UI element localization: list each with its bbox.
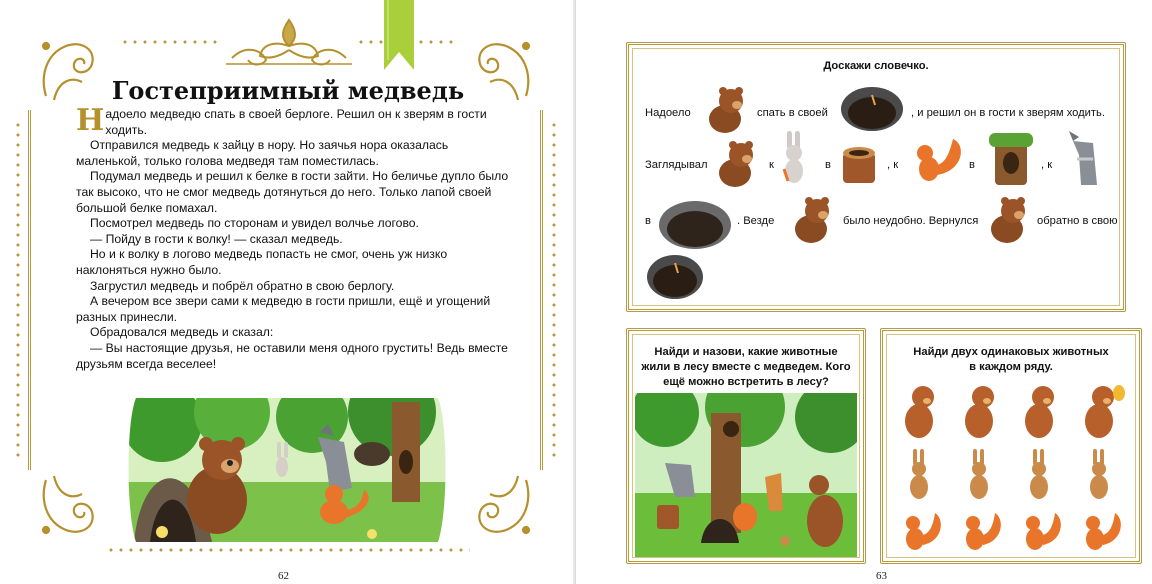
rebus-text: , к [887,159,899,171]
rabbit-picture [779,129,809,185]
pairs-task-title: Найди двух одинаковых животных в каждом ряду. [913,346,1109,373]
wolf-lair-picture [657,195,733,251]
story-illustration [122,392,452,547]
top-left-dots [120,40,220,44]
bears-row [897,379,1129,443]
den-picture [645,251,705,301]
story-paragraph: Обрадовался медведь и сказал: [90,325,274,340]
page-number: 62 [278,570,289,582]
top-center-ornament [222,16,356,72]
rebus-text: к [769,159,774,171]
forest-scene-picture [635,393,857,557]
corner-ornament-bottom-right [466,470,536,540]
rebus-text: в [969,159,975,171]
rebus-text: Надоело [645,107,691,119]
drop-cap-letter: Н [76,103,105,138]
corner-ornament-bottom-left [36,470,106,540]
left-side-rule [28,110,31,470]
hollow-tree-picture [985,133,1037,187]
bear-picture [983,193,1033,245]
rebus-text: спать в своей [757,107,828,119]
pairs-task-box [880,328,1142,564]
story-text [76,103,510,372]
squirrel-picture [907,135,967,187]
page-number: 63 [876,570,887,582]
story-paragraph: Загрустил медведь и побрёл обратно в свою берлогу. [90,278,395,293]
right-side-rule [540,110,543,470]
rebus-puzzle-box [626,42,1126,312]
story-paragraph: Посмотрел медведь по сторонам и увидел волчье логово. [90,216,419,231]
story-paragraph: Но и к волку в логово медведь попасть не смог, очень уж низко наклоняться нужно было. [76,247,448,277]
rebus-text: обратно в свою [1037,215,1118,227]
story-paragraph: — Вы настоящие друзья, не оставили меня одного грустить! Ведь вместе друзьям всегда веселее! [76,340,508,371]
burrow-stump-picture [837,143,881,187]
right-page [576,0,1152,584]
story-paragraph: Подумал медведь и решил к белке в гости зайти. Но беличье дупло было так высоко, что не смог медведь дотянуться до него. Только лапой своей большой белке помахал. [76,169,509,215]
rebus-text: Заглядывал [645,159,708,171]
rebus-title: Доскажи словечко. [823,60,929,72]
bookmark-ribbon [384,0,414,70]
story-paragraph: Надоело медведю спать в своей берлоге. Решил он к зверям в гости ходить. [76,103,487,138]
bottom-dots [106,548,470,552]
story-title: Гостеприимный медведь [111,76,465,105]
rebus-text: , и решил он в гости к зверям ходить. [911,107,1105,119]
bear-picture [787,193,837,245]
story-paragraph: Отправился медведь к зайцу в нору. Но заячья нора оказалась маленькой, только голова медведя там поместилась. [76,138,449,168]
story-paragraph: — Пойду в гости к волку! — сказал медведь. [90,231,343,246]
forest-task-box [626,328,866,564]
rebus-text: в [825,159,831,171]
right-side-dots [552,120,556,460]
story-paragraph: А вечером все звери сами к медведю в гости пришли, ещё и угощений разных принесли. [76,294,491,324]
left-side-dots [16,120,20,460]
rabbits-row [897,447,1129,503]
squirrels-row [897,505,1129,557]
bear-picture [701,83,751,135]
forest-task-title: Найди и назови, какие животные жили в лесу вместе с медведем. Кого ещё можно встретить в лесу? [641,346,851,388]
rebus-text: . Везде [737,215,775,227]
bear-picture [711,137,761,189]
wolf-picture [1063,129,1107,189]
rebus-text: в [645,215,651,227]
den-picture [839,83,905,133]
rebus-text: было неудобно. Вернулся [843,215,979,227]
rebus-text: , к [1041,159,1053,171]
